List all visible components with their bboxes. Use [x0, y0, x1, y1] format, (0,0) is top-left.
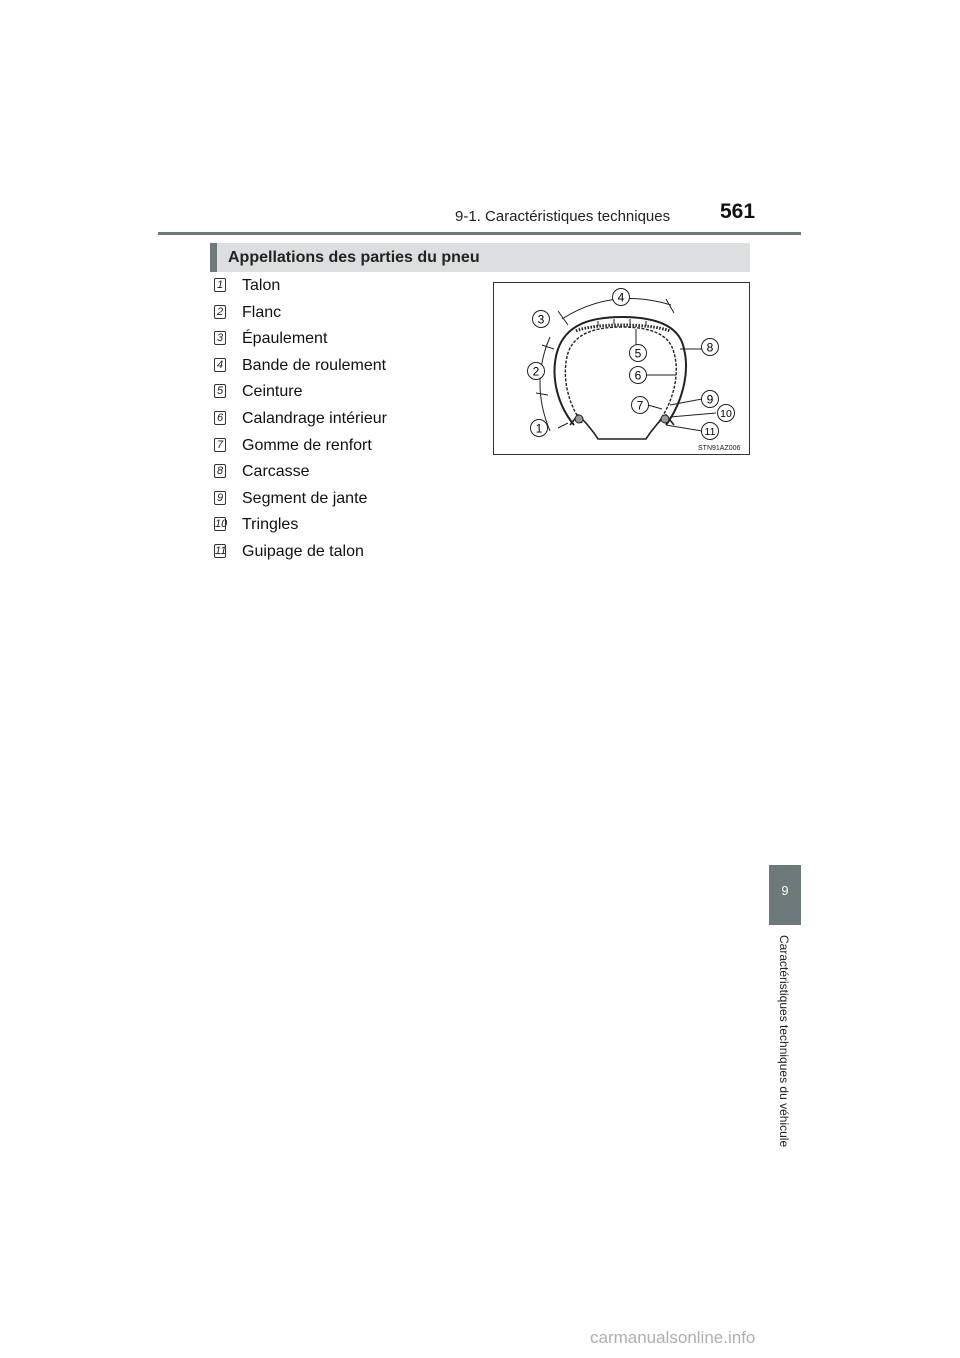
svg-text:3: 3	[537, 312, 545, 327]
part-number-badge: 6	[214, 411, 226, 425]
section-heading: Appellations des parties du pneu	[210, 243, 750, 272]
chapter-label: Caractéristiques techniques du véhicule	[777, 935, 791, 1148]
figure-code: STN91AZ006	[698, 445, 741, 452]
callout-7	[632, 397, 649, 414]
part-number-badge: 3	[214, 331, 226, 345]
page-number: 561	[720, 200, 756, 223]
svg-text:8: 8	[706, 340, 714, 355]
arc-tick	[536, 393, 548, 395]
callout-5	[630, 345, 647, 362]
bead-wire	[575, 415, 583, 423]
watermark: carmanualsonline.info	[590, 1328, 756, 1347]
part-number-badge: 7	[214, 438, 226, 452]
rim	[570, 415, 674, 439]
part-number-badge: 1	[214, 278, 226, 292]
svg-text:6: 6	[634, 368, 642, 383]
svg-text:7: 7	[636, 398, 644, 413]
arc-tick	[558, 423, 568, 428]
part-label: Talon	[242, 277, 281, 294]
arc-tick	[558, 311, 568, 325]
header-section-title: 9-1. Caractéristiques techniques	[455, 208, 671, 225]
leader-line	[670, 413, 716, 417]
part-label: Flanc	[242, 303, 282, 321]
tire-cross-section-figure	[493, 282, 750, 455]
svg-text:1: 1	[535, 421, 543, 436]
part-label: Bande de roulement	[242, 356, 387, 374]
arc-tick	[666, 299, 674, 313]
bead-wire	[661, 415, 669, 423]
chapter-tab	[769, 865, 801, 925]
callout-10	[718, 405, 735, 422]
part-number-badge: 9	[214, 491, 226, 505]
part-number-badge: 10	[215, 518, 228, 531]
part-number-badge: 4	[214, 358, 226, 372]
tire-diagram	[494, 283, 749, 454]
svg-text:11: 11	[704, 426, 716, 438]
tread-belt	[576, 325, 670, 331]
leader-line	[670, 399, 702, 405]
header-rule	[158, 232, 801, 235]
svg-text:10: 10	[720, 408, 732, 420]
callout-4	[613, 289, 630, 306]
callout-1	[531, 420, 548, 437]
leader-line	[648, 405, 662, 409]
leader-line	[666, 425, 702, 431]
svg-text:4: 4	[617, 290, 625, 305]
part-label: Segment de jante	[242, 489, 368, 507]
part-label: Gomme de renfort	[242, 436, 372, 454]
callout-8	[702, 339, 719, 356]
svg-text:5: 5	[634, 346, 642, 361]
callout-9	[702, 391, 719, 408]
sidewall-arc	[540, 337, 550, 431]
part-number-badge: 8	[214, 464, 226, 478]
arc-tick	[542, 345, 554, 349]
chapter-number: 9	[781, 883, 789, 898]
callout-2	[528, 363, 545, 380]
part-label: Tringles	[242, 516, 299, 534]
svg-text:2: 2	[532, 364, 540, 379]
svg-text:9: 9	[706, 392, 714, 407]
part-label: Carcasse	[242, 463, 310, 481]
part-number-badge: 11	[215, 544, 227, 557]
callout-11	[702, 423, 719, 440]
part-label: Calandrage intérieur	[242, 409, 387, 427]
part-label: Épaulement	[242, 330, 328, 348]
part-label: Guipage de talon	[242, 542, 364, 560]
part-number-badge: 2	[214, 305, 226, 319]
part-number-badge: 5	[214, 384, 226, 398]
callout-3	[533, 311, 550, 328]
part-label: Ceinture	[242, 383, 303, 401]
callout-6	[630, 367, 647, 384]
